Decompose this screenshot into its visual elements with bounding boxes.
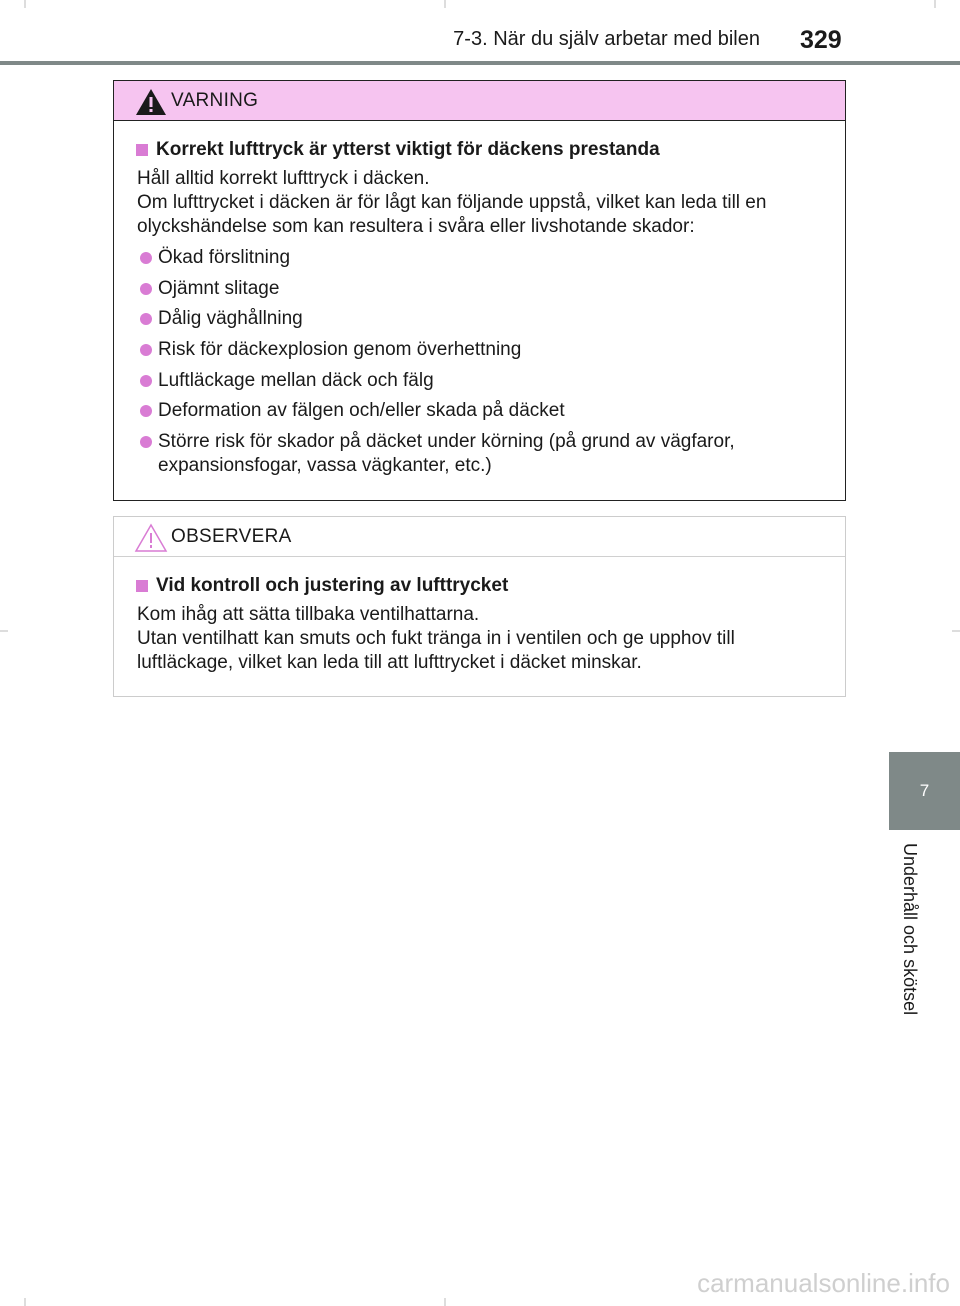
notice-box: [113, 516, 846, 697]
notice-line2: Utan ventilhatt kan smuts och fukt tränga in i ventilen och ge upphov till luftläckage, vilket kan leda till att lufttrycket i däcket minskar.: [137, 628, 735, 673]
warning-box: [113, 80, 846, 501]
list-item: Större risk för skador på däcket under körning (på grund av vägfaror, expansionsfogar, vassa vägkanter, etc.): [140, 430, 835, 478]
warning-line2: Om lufttrycket i däcken är för lågt kan följande uppstå, vilket kan leda till en olyckshändelse som kan resultera i svåra eller livshotande skador:: [137, 192, 767, 237]
warning-label: VARNING: [171, 90, 259, 111]
crop-mark: [24, 0, 26, 8]
chapter-label: Underhåll och skötsel: [900, 843, 920, 1016]
page-number: 329: [800, 26, 842, 54]
header-rule: [0, 61, 960, 65]
bullet-dot-icon: [140, 375, 152, 387]
notice-title: [136, 575, 508, 597]
bullet-dot-icon: [140, 344, 152, 356]
bullet-dot-icon: [140, 436, 152, 448]
square-bullet-icon: [136, 144, 148, 156]
warning-line1: Håll alltid korrekt lufttryck i däcken.: [137, 168, 430, 189]
list-item: Ojämnt slitage: [140, 277, 835, 301]
bullet-dot-icon: [140, 283, 152, 295]
crop-mark: [934, 0, 936, 8]
notice-line1: Kom ihåg att sätta tillbaka ventilhattarna.: [137, 604, 480, 625]
watermark: carmanualsonline.info: [697, 1268, 950, 1298]
section-header: 7-3. När du själv arbetar med bilen: [453, 28, 760, 50]
crop-mark: [444, 1298, 446, 1306]
list-item: Dålig väghållning: [140, 307, 835, 331]
bullet-dot-icon: [140, 313, 152, 325]
caution-triangle-icon: [134, 523, 168, 553]
notice-label: OBSERVERA: [171, 526, 292, 547]
bullet-dot-icon: [140, 252, 152, 264]
list-item: Ökad förslitning: [140, 246, 835, 270]
crop-mark: [444, 0, 446, 8]
list-item: Deformation av fälgen och/eller skada på däcket: [140, 399, 835, 423]
crop-mark: [0, 630, 8, 632]
square-bullet-icon: [136, 580, 148, 592]
list-item: Luftläckage mellan däck och fälg: [140, 369, 835, 393]
chapter-number: 7: [919, 781, 930, 800]
list-item: Risk för däckexplosion genom överhettning: [140, 338, 835, 362]
warning-triangle-icon: [134, 87, 168, 117]
bullet-dot-icon: [140, 405, 152, 417]
crop-mark: [24, 1298, 26, 1306]
notice-header: [114, 517, 845, 557]
crop-mark: [952, 630, 960, 632]
warning-title: [136, 139, 660, 161]
notice-title-text: Vid kontroll och justering av lufttrycket: [156, 575, 509, 596]
chapter-tab: [889, 752, 960, 830]
warning-title-text: Korrekt lufttryck är ytterst viktigt för däckens prestanda: [156, 139, 660, 160]
warning-header: [114, 81, 845, 121]
